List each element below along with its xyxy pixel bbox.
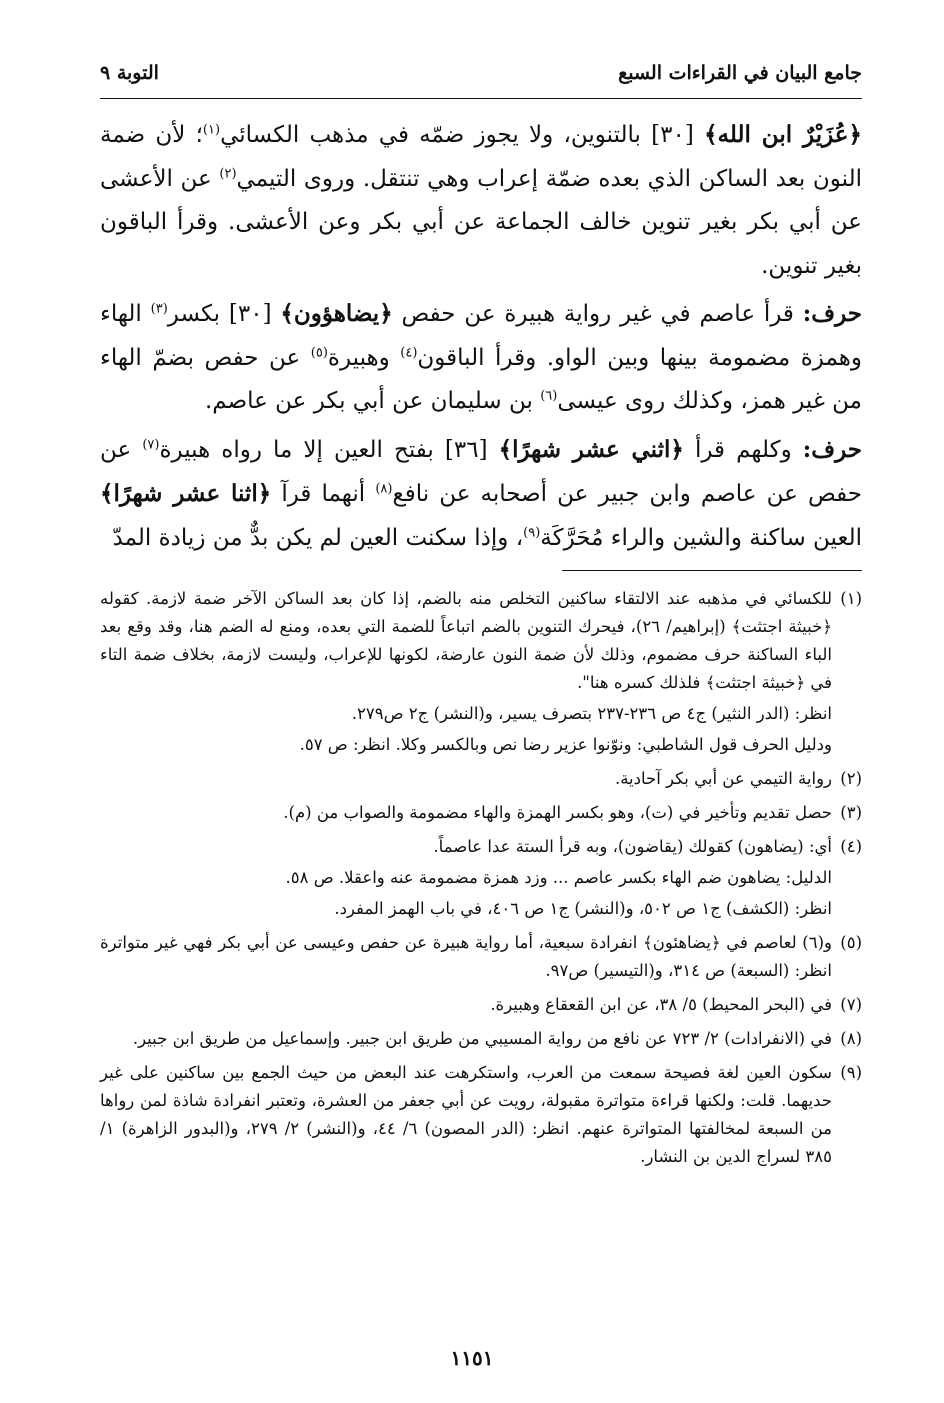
footnote [100, 1059, 862, 1174]
page-number: ١١٥١ [450, 1346, 494, 1370]
footnote-ref[interactable]: (٥) [310, 344, 328, 360]
footnote-body [100, 991, 832, 1022]
footnote-body [100, 799, 832, 830]
text-run: وكلهم قرأ [683, 436, 803, 463]
footnote-number: (٩) [840, 1063, 862, 1082]
footnote-text: حصل تقديم وتأخير في (ت)، وهو بكسر الهمزة والهاء مضمومة والصواب من (م). [283, 803, 832, 822]
footnote-text: سكون العين لغة فصيحة سمعت من العرب، واستكرهت عند البعض من حيث الجمع بين ساكنين على غير حديهما. قلت: ولكنها قراءة متواترة مقبولة، رويت عن أبي جعفر من العشرة، وتعتبر انفرادة شاذة لمن رواها من السبعة لمخالفتها المتواترة عنهم. انظر: (الدر المصون) ٦/ ٤٤، و(النشر) ٢/ ٢٧٩، و(البدور الزاهرة) ١/ ٣٨٥ لسراج الدين بن النشار. [100, 1063, 832, 1166]
footnote-text: الدليل: يضاهون ضم الهاء بكسر عاصم ... وزد همزة مضمومة عنه واعقلا. ص ٥٨. [285, 868, 832, 887]
text-run: وهبيرة [327, 344, 401, 371]
verse-quote: ﴿اثنا عشر شهرًا﴾ [100, 480, 272, 507]
footnote [100, 929, 862, 988]
footnote [100, 1025, 862, 1056]
surah-label: التوبة ٩ [100, 62, 159, 84]
footnote [100, 585, 862, 762]
footnote-text: انظر: (الكشف) ج١ ص ٥٠٢، و(النشر) ج١ ص ٤٠٦، في باب الهمز المفرد. [334, 899, 832, 918]
section-label: حرف: [802, 300, 862, 327]
footnote-number: (٢) [840, 769, 862, 788]
footnote-body [100, 1059, 832, 1174]
footnote-text: رواية التيمي عن أبي بكر آحادية. [614, 769, 832, 788]
verse-quote: ﴿عُزَيْرٌ ابن الله﴾ [704, 121, 863, 148]
book-title: جامع البيان في القراءات السبع [618, 62, 862, 84]
text-run: [٣٦] بفتح العين إلا ما رواه هبيرة [159, 436, 499, 463]
footnote-number: (١) [840, 589, 862, 608]
footnote-text: للكسائي في مذهبه عند الالتقاء ساكنين التخلص منه بالضم، إذا كان بعد الساكن الآخر ضمة لازمة. كقوله ﴿خبيثة اجتثت﴾ (إبراهيم/ ٢٦)، فيحرك التنوين بالضم اتباعاً للضمة التي بعده، ومنع له الضم هنا، وقد وقع بعد الباء الساكنة حرف مضموم، وذلك لأن ضمة النون عارضة، لكونها للإعراب، وليست لازمة، بخلاف ضمة التاء في ﴿خبيثة اجتثت﴾ فلذلك كسره هنا". [100, 589, 832, 692]
footnote-ref[interactable]: (٩) [523, 524, 541, 540]
text-run: [٣٠] بكسر [167, 301, 281, 327]
text-run: بن سليمان عن أبي بكر عن عاصم. [204, 388, 541, 414]
footnote-separator-row [100, 564, 862, 585]
running-header [100, 62, 862, 99]
text-run: الهاء وهمزة مضمومة بينها وبين الواو. وقرأ الباقون [100, 301, 862, 371]
footnote-body [100, 585, 832, 762]
section-label: حرف: [802, 435, 862, 463]
footnote-ref[interactable]: (٦) [540, 388, 558, 404]
footnote-text: ودليل الحرف قول الشاطبي: ونوّنوا عزير رضا نص وبالكسر وكلا. انظر: ص ٥٧. [299, 735, 832, 754]
footnote-number: (٧) [840, 995, 862, 1014]
footnotes [100, 585, 862, 1174]
footnote-text: انظر: (الدر النثير) ج٤ ص ٢٣٦-٢٣٧ بتصرف يسير، و(النشر) ج٢ ص٢٧٩. [351, 704, 832, 723]
footnote-body [100, 1025, 832, 1056]
text-run: ؛ لأن ضمة النون بعد الساكن الذي بعده ضمّة إعراب وهي تنتقل. وروى التيمي [100, 122, 862, 192]
text-run: عن حفص عن عاصم وابن جبير عن أصحابه عن نافع [100, 436, 862, 507]
footnote-text: أي: (يضاهون) كقولك (يقاضون)، وبه قرأ الستة عدا عاصماً. [433, 837, 832, 856]
footnote-separator [562, 570, 862, 571]
footnote-ref[interactable]: (٨) [375, 481, 393, 497]
footnote-text: في (البحر المحيط) ٥/ ٣٨، عن ابن القعقاع وهبيرة. [490, 995, 832, 1014]
footnote-ref[interactable]: (٣) [150, 301, 168, 317]
footnote-text: و(٦) لعاصم في ﴿يضاهئون﴾ انفرادة سبعية، أما رواية هبيرة عن حفص وعيسى عن أبي بكر فهي غير متواترة انظر: (السبعة) ص ٣١٤، و(التيسير) ص٩٧. [100, 933, 832, 980]
text-run: [٣٠] بالتنوين، ولا يجوز ضمّه في مذهب الكسائي [220, 122, 705, 148]
paragraph-2 [100, 292, 862, 424]
footnote [100, 765, 862, 796]
footnote-number: (٤) [840, 837, 862, 856]
footnote-text: في (الانفرادات) ٢/ ٧٢٣ عن نافع من رواية المسيبي من طريق ابن جبير. وإسماعيل من طريق ابن جبير. [132, 1029, 832, 1048]
footnote-number: (٨) [840, 1029, 862, 1048]
footnote-body [100, 929, 832, 988]
paragraph-3 [100, 428, 862, 561]
footnote-ref[interactable]: (٢) [219, 165, 237, 181]
verse-quote: ﴿اثني عشر شهرًا﴾ [498, 435, 684, 463]
footnote-body [100, 765, 832, 796]
verse-quote: ﴿يضاهؤون﴾ [280, 300, 393, 327]
text-run: عن حفص بضمّ الهاء من غير همز، وكذلك روى عيسى [100, 344, 862, 414]
footnote [100, 991, 862, 1022]
footnote-number: (٣) [840, 803, 862, 822]
text-run: ، وإذا سكنت العين لم يكن بدٌّ من زيادة المدّ [112, 524, 524, 551]
footnote [100, 799, 862, 830]
footnote [100, 833, 862, 926]
text-run: العين ساكنة والشين والراء مُحَرَّكَة [540, 524, 862, 551]
footnote-number: (٥) [840, 933, 862, 952]
footnote-ref[interactable]: (١) [202, 122, 221, 138]
paragraph-1 [100, 113, 862, 288]
footnote-ref[interactable]: (٧) [142, 436, 160, 452]
main-text [100, 113, 862, 560]
footnote-ref[interactable]: (٤) [400, 344, 418, 360]
footnote-body [100, 833, 832, 926]
text-run: عن الأعشى عن أبي بكر بغير تنوين خالف الجماعة عن أبي بكر وعن الأعشى. وقرأ الباقون بغير تنوين. [100, 165, 862, 279]
text-run: أنهما قرآ [271, 481, 376, 507]
text-run: قرأ عاصم في غير رواية هبيرة عن حفص [392, 301, 803, 327]
